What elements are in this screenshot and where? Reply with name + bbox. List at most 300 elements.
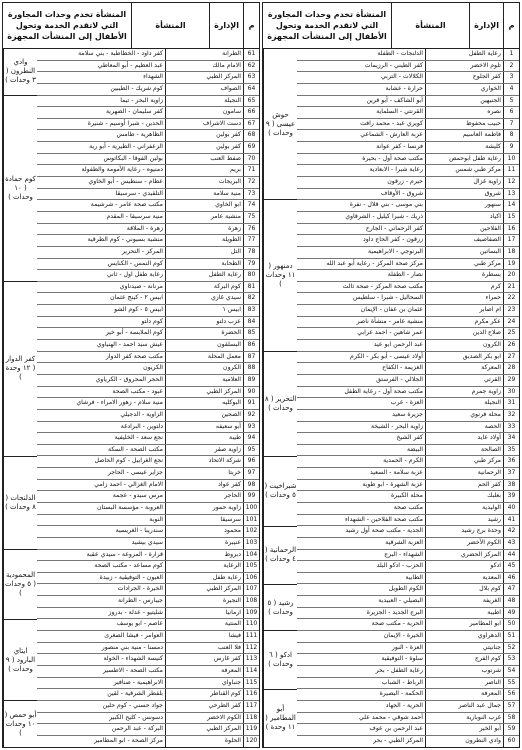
facility-cell: جنباواي <box>165 678 243 689</box>
units-cell: النوبة <box>149 515 163 523</box>
facility-cell: ابيس ١ <box>165 305 243 316</box>
units-cell: منية سرسيقا - المقدم <box>106 212 163 220</box>
facility-cell: رعاية طفل ابوحمص <box>425 154 503 165</box>
table-row <box>297 503 519 515</box>
units-cell: عطام - سنطيس - أبو الخاوي <box>88 178 163 186</box>
units-cell: كفر الشيخ <box>396 434 423 442</box>
facility-cell: الخواري <box>425 84 503 95</box>
row-number: 33 <box>503 422 519 433</box>
facility-cell: عنيبرة <box>165 538 243 549</box>
table-row <box>297 422 519 434</box>
table-row <box>37 352 259 364</box>
units-cell: عبد الرحمن بن عوف <box>369 725 423 733</box>
table-row <box>297 84 519 96</box>
table-row <box>297 375 519 387</box>
table-row <box>37 259 259 271</box>
table-row <box>37 503 259 515</box>
admin-group-label: ادكو ( ٦ وحدات ) <box>264 632 297 690</box>
units-cell: مرنانة - صيدناوي <box>119 282 163 290</box>
table-row <box>37 538 259 550</box>
table-row <box>37 701 259 713</box>
units-cell: كفر الرحماني - الجارح <box>365 224 423 232</box>
units-cell: الخيرة - الجرادات <box>117 585 163 593</box>
row-number: 29 <box>503 375 519 386</box>
units-cell: منشية عامر - منشأة ناصر <box>356 317 423 325</box>
admin-group-label: وادي النطرون ( ٣ وحدات ) <box>4 49 37 96</box>
table-row <box>297 282 519 294</box>
units-cell: العزة - عرب <box>390 399 423 407</box>
facility-cell: اكياد <box>425 212 503 223</box>
units-cell: كفر داود - الخطاطبة - بني سلامة <box>78 50 163 57</box>
table-row <box>37 550 259 562</box>
row-number: 58 <box>503 713 519 724</box>
row-number: 85 <box>243 328 259 339</box>
row-number: 42 <box>503 526 519 537</box>
units-cell: البيضة <box>406 445 423 453</box>
row-number: 48 <box>503 596 519 607</box>
table-row <box>37 573 259 585</box>
row-number: 38 <box>503 480 519 491</box>
row-number: 11 <box>503 165 519 176</box>
row-number: 57 <box>503 701 519 712</box>
row-number: 67 <box>243 119 259 130</box>
facility-cell: سرسيقا <box>165 515 243 526</box>
row-number: 34 <box>503 433 519 444</box>
units-cell: مكتب صحة عامر - شرشيمة <box>90 201 163 209</box>
facility-cell: البريجات <box>165 177 243 188</box>
facility-cell: منشية عامر <box>165 212 243 223</box>
row-number: 15 <box>503 212 519 223</box>
row-number: 115 <box>243 678 259 689</box>
table-row <box>37 212 259 224</box>
facility-cell: شرنوب <box>425 666 503 677</box>
facility-cell: زاوية غزال <box>425 177 503 188</box>
table-row <box>297 643 519 655</box>
row-number: 3 <box>503 72 519 83</box>
facility-cell: الطرانة <box>165 49 243 60</box>
units-cell: أولاد عيسى - أبو بكر - الكرم <box>350 352 423 360</box>
facility-cell: محلة فرنوي <box>425 410 503 421</box>
row-number: 90 <box>243 387 259 398</box>
units-cell: رعاية شبرا - الابعادية <box>369 166 423 174</box>
row-number: 39 <box>503 491 519 502</box>
header-num: م <box>243 3 259 48</box>
facility-cell: غرب النوبارية <box>425 713 503 724</box>
table-row <box>297 154 519 166</box>
units-cell: الدلنجات - الطفلة <box>377 50 423 57</box>
facility-cell: جنانيتي <box>425 643 503 654</box>
table-row <box>297 433 519 445</box>
row-number: 69 <box>243 142 259 153</box>
admin-group-label: شبراخيت ( ٥ وحدات ) <box>264 457 297 527</box>
facility-cell: صفط العنب <box>165 154 243 165</box>
admin-group-label: رشيد ( ٥ وحدات ) <box>264 585 297 632</box>
units-cell: كويري عبد - محمد رافت <box>360 119 423 127</box>
units-cell: رعاية الطفل - بحر <box>375 666 423 674</box>
admin-group-label: ايتاي البارود ( ٩ وحدات ) <box>4 620 37 702</box>
facility-cell: أبو الخير <box>425 724 503 735</box>
facility-cell: الامام مالك <box>165 61 243 72</box>
row-number: 6 <box>503 107 519 118</box>
facility-cell: مركز طبي <box>425 456 503 467</box>
row-number: 106 <box>243 573 259 584</box>
facility-cell: الكرون <box>425 340 503 351</box>
row-number: 118 <box>243 713 259 724</box>
row-number: 99 <box>243 491 259 502</box>
table-row <box>37 456 259 468</box>
row-number: 9 <box>503 142 519 153</box>
row-number: 116 <box>243 689 259 700</box>
facility-cell: المركز الحضري <box>425 550 503 561</box>
facility-cell: كرم <box>425 282 503 293</box>
units-cell: كفر الطيني - الرزيمات <box>364 61 423 69</box>
facility-cell: شروق <box>425 189 503 200</box>
units-cell: مكتب صحة كفر الدوار <box>105 352 163 360</box>
table-row <box>297 189 519 201</box>
facility-cell: الحصة <box>425 422 503 433</box>
units-cell: العزة - النور <box>391 643 423 651</box>
table-row <box>297 736 519 748</box>
facility-cell: الصواف <box>165 84 243 95</box>
facility-cell: رعاية الطفل <box>165 270 243 281</box>
units-cell: كفر سليمان - الضهرية <box>105 108 163 116</box>
table-row <box>297 387 519 399</box>
units-cell: منية سلام - زهور الامراء - فرشاي <box>76 399 163 407</box>
units-cell: مكتب صحة أول - بحيرة <box>362 154 423 162</box>
table-row <box>297 538 519 550</box>
table-row <box>37 596 259 608</box>
table-row <box>37 270 259 282</box>
facility-cell: الكوم الأخضر <box>425 538 503 549</box>
table-row <box>297 212 519 224</box>
row-number: 103 <box>243 538 259 549</box>
row-number: 41 <box>503 515 519 526</box>
row-number: 1 <box>503 49 519 60</box>
row-number: 62 <box>243 61 259 72</box>
row-number: 65 <box>243 96 259 107</box>
units-cell: عزبة سلامة - السعيد <box>369 469 423 477</box>
units-cell: مكتب صحة الفلاحين - الشهداء <box>344 515 423 523</box>
units-cell: الكريون <box>143 364 163 372</box>
row-number: 75 <box>243 212 259 223</box>
row-number: 47 <box>503 584 519 595</box>
table-row <box>37 84 259 96</box>
facility-cell: الطحابة <box>165 259 243 270</box>
table-row <box>37 422 259 434</box>
row-number: 94 <box>243 433 259 444</box>
facility-cell: سنهور <box>425 200 503 211</box>
row-number: 72 <box>243 177 259 188</box>
units-cell: زاوية البحر - تيما <box>120 96 163 104</box>
table-row <box>297 200 519 212</box>
table-row <box>297 701 519 713</box>
table-row <box>37 119 259 131</box>
facility-cell: محمود <box>165 526 243 537</box>
facility-cell: كليشة <box>425 142 503 153</box>
table-row <box>37 96 259 108</box>
row-number: 63 <box>243 72 259 83</box>
facility-cell: فاطمة العاسيم <box>425 130 503 141</box>
units-cell: الحجر المحروق - الكرياوي <box>95 375 163 383</box>
units-cell: سيدي بيشيد <box>131 538 163 546</box>
units-cell: ابيس ٢ - كينج عثمان <box>110 294 163 302</box>
facility-cell: منية سلامة <box>165 189 243 200</box>
facility-cell: طيبة <box>165 433 243 444</box>
units-cell: سلوة - التوفيقية <box>381 655 423 663</box>
facility-cell: عزب دلتو <box>165 317 243 328</box>
row-number: 44 <box>503 550 519 561</box>
row-number: 98 <box>243 480 259 491</box>
table-row <box>37 526 259 538</box>
table-row <box>297 340 519 352</box>
table-row <box>37 328 259 340</box>
row-number: 17 <box>503 235 519 246</box>
row-number: 112 <box>243 643 259 654</box>
units-cell: زاوية البحر - الشيخة <box>370 422 423 430</box>
units-cell: عزبة الشهرة - ابو طوبة <box>362 480 423 488</box>
units-cell: الرباط - الشباب <box>381 678 423 686</box>
row-number: 50 <box>503 619 519 630</box>
units-cell: منشية بسيوني - كوم الطرقية <box>87 236 163 244</box>
table-row <box>37 72 259 84</box>
row-number: 23 <box>503 305 519 316</box>
facility-cell: شركة الاتحاد <box>165 456 243 467</box>
admin-group-label: الرحمانية ( ٤ وحدات ) <box>264 527 297 585</box>
units-cell: شليتيو - عدلة - بدروز <box>108 608 163 616</box>
row-number: 120 <box>243 736 259 748</box>
table-row <box>297 328 519 340</box>
admin-group-label: حوش عيسى ( ٩ وحدات ) <box>264 49 297 200</box>
facility-cell: الكوم الاخضر <box>165 713 243 724</box>
row-number: 36 <box>503 456 519 467</box>
row-number: 25 <box>503 328 519 339</box>
facility-cell: حبيب محفوظ <box>425 119 503 130</box>
table-row <box>37 515 259 527</box>
units-cell: بني موسى - بني قلال - نفرة <box>349 201 423 209</box>
units-cell: عثمان بن عفان - الإيمان <box>360 306 423 314</box>
row-number: 88 <box>243 363 259 374</box>
facility-cell: الطويلة <box>165 235 243 246</box>
table-row <box>297 724 519 736</box>
units-cell: مكتب الصحة - الاطسير <box>102 666 163 674</box>
table-row <box>37 282 259 294</box>
facility-cell: الغريفة <box>425 596 503 607</box>
table-row <box>297 666 519 678</box>
units-cell: دسونس - كليح الكبير <box>109 713 163 721</box>
table-row <box>297 235 519 247</box>
units-cell: المركز الطبي - بحر <box>373 736 423 744</box>
facility-cell: حمراء <box>425 293 503 304</box>
left-table <box>2 2 260 748</box>
facility-cell: نصره <box>425 107 503 118</box>
facility-cell: ام اصابر <box>425 305 503 316</box>
table-row <box>297 445 519 457</box>
row-number: 14 <box>503 200 519 211</box>
table-row <box>297 491 519 503</box>
table-row <box>297 259 519 271</box>
table-row <box>297 293 519 305</box>
right-admin-column <box>263 49 297 748</box>
table-row <box>37 666 259 678</box>
table-row <box>297 608 519 620</box>
units-cell: جزاير عيسى - الحاجر <box>107 469 163 477</box>
units-cell: الظاهرية - طامس <box>116 131 163 139</box>
table-row <box>37 61 259 73</box>
table-row <box>297 305 519 317</box>
table-row <box>37 224 259 236</box>
units-cell: الجلالي - الفرستق <box>376 375 423 383</box>
facility-cell: النجيرة <box>165 596 243 607</box>
table-row <box>37 305 259 317</box>
units-cell: عبود - مكتب الصحة <box>112 387 163 395</box>
units-cell: كوم مساعد - مكتب الصحة <box>94 562 163 570</box>
table-row <box>297 224 519 236</box>
units-cell: الغزيمة - الكفاح <box>382 364 423 372</box>
table-row <box>297 247 519 259</box>
header-units: المنشأة تخدم وحدات المجاورة التي لاتقدم الخدمة وتحول الأطفال إلى المنشأت المجهزة <box>7 10 127 41</box>
units-cell: التلقيدي - سرسيقا <box>115 189 163 197</box>
table-row <box>37 619 259 631</box>
row-number: 27 <box>503 352 519 363</box>
units-cell: مكتب صحة أول - رعاية الطفل <box>344 387 423 395</box>
row-number: 22 <box>503 293 519 304</box>
facility-cell: البسلقون <box>165 340 243 351</box>
row-number: 66 <box>243 107 259 118</box>
table-row <box>37 317 259 329</box>
admin-group-label: كوم حمادة ( ١٠ وحدات ) <box>4 96 37 282</box>
facility-cell: الوليدية <box>425 503 503 514</box>
row-number: 83 <box>243 305 259 316</box>
units-cell: القرنتي - السلماية <box>376 108 423 116</box>
units-cell: محلة الكبيرة <box>390 492 423 500</box>
facility-cell: رعاية الطفل <box>425 49 503 60</box>
facility-cell: زاوية صقر <box>165 445 243 456</box>
facility-cell: كفر بولين <box>165 142 243 153</box>
row-number: 19 <box>503 259 519 270</box>
facility-cell: المعرفة <box>165 666 243 677</box>
units-cell: عبد العظيم - أبو المعاطي <box>97 61 163 69</box>
table-row <box>37 713 259 725</box>
facility-cell: دبروط <box>165 550 243 561</box>
units-cell: دمنيوه - رعاية الأمومة والطفولة <box>81 166 163 174</box>
facility-cell: كفر الجلوح <box>425 72 503 83</box>
units-cell: الحدين - شبرا أوسيم - شنيرة <box>87 119 163 127</box>
facility-cell: سامون <box>165 107 243 118</box>
facility-cell: الحضرة <box>165 328 243 339</box>
table-row <box>37 375 259 387</box>
row-number: 26 <box>503 340 519 351</box>
units-cell: الحزب - ادكو البلد <box>376 562 423 570</box>
units-cell: رعاية طفل اول - ثاني <box>106 271 163 279</box>
facility-cell: النجيلة <box>425 398 503 409</box>
units-cell: الخيرة - الإيمان <box>383 632 423 640</box>
facility-cell: معمل المحلة <box>165 352 243 363</box>
row-number: 4 <box>503 84 519 95</box>
facility-cell: تلوم الاخضر <box>425 61 503 72</box>
row-number: 89 <box>243 375 259 386</box>
table-row <box>37 363 259 375</box>
facility-cell: ابو الخاوي <box>165 200 243 211</box>
table-row <box>37 142 259 154</box>
table-row <box>297 165 519 177</box>
table-row <box>297 689 519 701</box>
facility-cell: المركز الطبي <box>165 584 243 595</box>
row-number: 64 <box>243 84 259 95</box>
table-row <box>37 689 259 701</box>
units-cell: العوامر - فيشا الصغرى <box>104 632 163 640</box>
table-row <box>37 154 259 166</box>
row-number: 45 <box>503 561 519 572</box>
table-row <box>297 596 519 608</box>
units-cell: جزيرة سعيد <box>392 410 423 418</box>
facility-cell: صلاح الدين <box>425 328 503 339</box>
units-cell: الشهداء <box>143 73 163 81</box>
facility-cell: كفر الحم <box>425 480 503 491</box>
row-number: 13 <box>503 189 519 200</box>
facility-cell: النجيلة <box>165 96 243 107</box>
right-table-rows <box>297 49 519 748</box>
facility-cell: مركز طبي شمس <box>425 165 503 176</box>
table-row <box>297 480 519 492</box>
table-row <box>37 561 259 573</box>
units-cell: مكتب الصحة - السكة <box>108 445 163 453</box>
row-number: 93 <box>243 422 259 433</box>
table-row <box>297 130 519 142</box>
row-number: 87 <box>243 352 259 363</box>
row-number: 18 <box>503 247 519 258</box>
facility-cell: المركز الطبي <box>165 387 243 398</box>
facility-cell: ابو بكر الصديق <box>425 352 503 363</box>
row-number: 86 <box>243 340 259 351</box>
facility-cell: المركز الطبي <box>165 724 243 735</box>
units-cell: عاصم - ابو يوسف <box>116 620 163 628</box>
row-number: 104 <box>243 550 259 561</box>
row-number: 5 <box>503 96 519 107</box>
units-cell: البرنوجي - الابراهيمية <box>368 247 423 255</box>
admin-group-label: أبو حمص ( ١٠ وحدات ) <box>4 701 37 748</box>
facility-cell: ادكو <box>425 561 503 572</box>
row-number: 114 <box>243 666 259 677</box>
row-number: 79 <box>243 259 259 270</box>
row-number: 53 <box>503 654 519 665</box>
left-table-rows <box>37 49 259 748</box>
row-number: 31 <box>503 398 519 409</box>
row-number: 16 <box>503 224 519 235</box>
row-number: 70 <box>243 154 259 165</box>
units-cell: زرقون - كفر الحاج داود <box>363 236 423 244</box>
row-number: 109 <box>243 608 259 619</box>
table-row <box>37 247 259 259</box>
table-row <box>37 387 259 399</box>
units-cell: المركز - التحرير <box>121 247 163 255</box>
row-number: 100 <box>243 503 259 514</box>
units-cell: حيرم - زرقون <box>387 178 423 186</box>
units-cell: الزاوية - الدجيلي <box>120 410 163 418</box>
row-number: 80 <box>243 270 259 281</box>
units-cell: عيش سيد احمد - الهنياوي <box>96 341 163 349</box>
facility-cell: الصفاصيف <box>425 235 503 246</box>
units-cell: عبد الرحمن ابو عيد <box>373 341 423 349</box>
row-number: 82 <box>243 293 259 304</box>
header-facility: المنشأة <box>391 3 469 48</box>
facility-cell: بعلبك <box>425 491 503 502</box>
row-number: 110 <box>243 619 259 630</box>
facility-cell: كفر الطرحي <box>165 701 243 712</box>
document-page <box>2 2 520 748</box>
table-row <box>37 107 259 119</box>
units-cell: البرج الجديد - الجزيرة <box>366 608 423 616</box>
row-number: 37 <box>503 468 519 479</box>
